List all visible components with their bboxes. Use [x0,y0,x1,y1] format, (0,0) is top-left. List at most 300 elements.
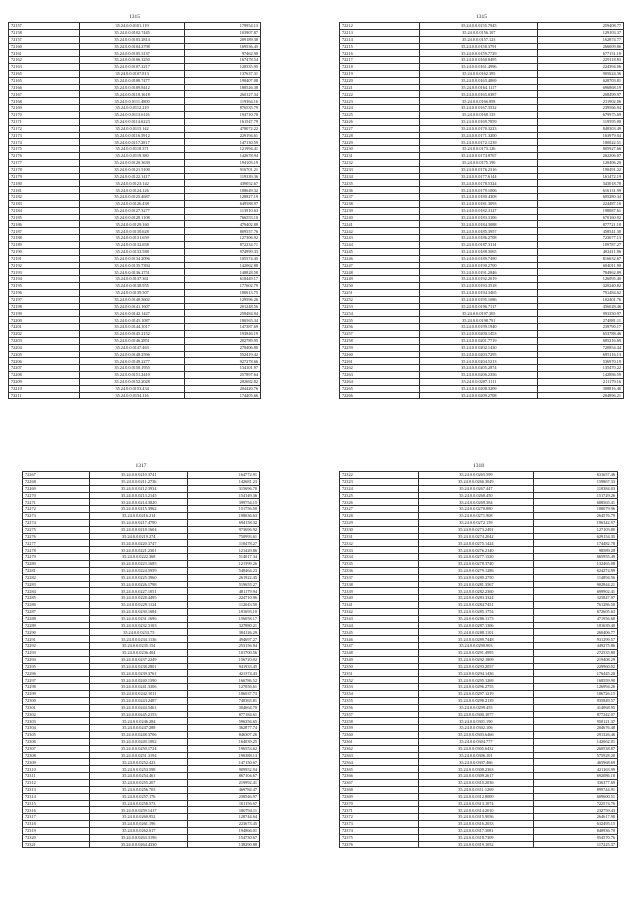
cadastral-number: 35.24.0.0.0171.3200 [420,132,538,139]
cadastral-number: 35.24.0.0.0314.2010 [418,807,534,814]
value-cell: 927278.66 [184,358,260,365]
cadastral-number: 35.24.0.0.0213.2145 [90,492,188,499]
value-cell: 514017.34 [188,554,260,561]
row-number: 72318 [23,821,90,828]
value-cell: 188649.32 [184,187,260,194]
row-number: 72170 [9,111,80,118]
cadastral-number: 35.24.0.0.0286.1173 [418,615,534,622]
value-cell: 239566.94 [538,105,624,112]
row-number: 72317 [23,814,90,821]
table-row [23,841,260,848]
value-cell: 325847.97 [534,595,618,602]
data-table [22,471,260,848]
row-number: 72334 [340,554,419,561]
table-row [9,180,261,187]
value-cell: 257897.64 [184,372,260,379]
value-cell: 264576.79 [534,513,618,520]
cadastral-number: 35.24.0.0.0230.1684 [90,608,188,615]
value-cell: 142886.59 [538,372,624,379]
row-number: 72251 [340,289,420,296]
row-number: 72259 [340,344,420,351]
value-cell: 950121.37 [534,718,618,725]
value-cell: 118384.03 [534,485,618,492]
row-number: 72172 [9,125,80,132]
table-row [340,718,618,725]
value-cell: 632495.15 [534,821,618,828]
value-cell: 362877.74 [188,725,260,732]
cadastral-number: 35.24.0.0.0196.7117 [420,303,538,310]
table-row [9,187,261,194]
table-row [340,125,624,132]
row-number: 72354 [340,691,419,698]
cadastral-number: 35.24.0.0.0113.6116 [80,111,185,118]
row-number: 72295 [23,663,90,670]
table-row [9,330,261,337]
table-row [340,779,618,786]
cadastral-number: 35.24.0.0.0204.5213 [420,358,538,365]
value-cell: 264617.90 [534,814,618,821]
row-number: 72336 [340,567,419,574]
row-number: 72165 [9,70,80,77]
table-row [9,64,261,71]
cadastral-number: 35.24.0.0.0190.2700 [420,262,538,269]
row-number: 72254 [340,310,420,317]
table-row [9,159,261,166]
cadastral-number: 35.24.0.0.0143.1087 [80,317,185,324]
table-row [340,684,618,691]
value-cell: 931299.57 [534,636,618,643]
cadastral-number: 35.24.0.0.0166.858 [420,98,538,105]
row-number: 72278 [23,547,90,554]
table-row [340,711,618,718]
value-cell: 198087.61 [538,207,624,214]
table-row [340,588,618,595]
cadastral-number: 35.24.0.0.0144.1017 [80,324,185,331]
cadastral-number: 35.24.0.0.0246.284 [90,718,188,725]
table-row [340,310,624,317]
table-row [9,84,261,91]
row-number: 72367 [340,779,419,786]
table-row [340,221,624,228]
value-cell: 196553.62 [188,745,260,752]
row-number: 72284 [23,588,90,595]
row-number: 72293 [23,649,90,656]
value-cell: 180613.75 [184,289,260,296]
row-number: 72215 [340,43,420,50]
page-title: 1317 [135,463,147,469]
table-row [340,111,624,118]
row-number: 72173 [9,132,80,139]
row-number: 72282 [23,574,90,581]
value-cell: 113910.63 [184,207,260,214]
row-number: 72220 [340,77,420,84]
table-row [340,472,618,479]
table-row [23,814,260,821]
row-number: 72372 [340,814,419,821]
value-cell: 609600.51 [534,793,618,800]
row-number: 72279 [23,554,90,561]
table-row [23,807,260,814]
table-row [9,372,261,379]
table-row [23,670,260,677]
row-number: 72226 [340,118,420,125]
value-cell: 867104.67 [188,773,260,780]
cadastral-number: 35.24.0.0.0103.2814 [80,36,185,43]
table-row [9,378,261,385]
table-row [340,283,624,290]
table-row [340,492,618,499]
row-number: 72290 [23,629,90,636]
row-number: 72260 [340,351,420,358]
table-row [23,595,260,602]
table-row [340,235,624,242]
value-cell: 102401.76 [538,296,624,303]
value-cell: 629154.35 [534,533,618,540]
value-cell: 899744.91 [534,786,618,793]
table-row [23,827,260,834]
row-number: 72270 [23,492,90,499]
table-row [9,91,261,98]
row-number: 72249 [340,276,420,283]
value-cell: 677151.10 [538,50,624,57]
row-number: 72362 [340,745,419,752]
row-number: 72199 [9,310,80,317]
value-cell: 142062.88 [184,262,260,269]
row-number: 72344 [340,622,419,629]
table-row [23,766,260,773]
cadastral-number: 35.24.0.0.0264.4330 [90,841,188,848]
row-number: 72223 [340,98,420,105]
value-cell: 229960.02 [534,663,618,670]
table-row [23,608,260,615]
value-cell: 186565.34 [184,317,260,324]
value-cell: 156058.17 [188,615,260,622]
table-row [340,385,624,392]
cadastral-number: 35.24.0.0.0145.2152 [80,330,185,337]
value-cell: 274881.11 [538,317,624,324]
value-cell: 190491.22 [538,166,624,173]
row-number: 72175 [9,146,80,153]
value-cell: 809557.76 [184,228,260,235]
value-cell: 154730.67 [188,834,260,841]
value-cell: 402411.96 [538,248,624,255]
table-row [9,303,261,310]
value-cell: 198636.63 [188,513,260,520]
table-row [23,656,260,663]
cadastral-number: 35.24.0.0.0132.658 [80,242,185,249]
value-cell: 174482.78 [534,540,618,547]
row-number: 72158 [9,29,80,36]
row-number: 72193 [9,269,80,276]
value-cell: 552419.42 [184,351,260,358]
row-number: 72275 [23,526,90,533]
row-number: 72201 [9,324,80,331]
table-row [9,296,261,303]
cadastral-number: 35.24.0.0.0149.2277 [80,358,185,365]
table-row [23,691,260,698]
value-cell: 723077.13 [538,235,624,242]
value-cell: 624274.99 [534,567,618,574]
table-row [9,166,261,173]
table-row [340,57,624,64]
value-cell: 129103.37 [538,29,624,36]
cadastral-number: 35.24.0.0.0222.368 [90,554,188,561]
value-cell: 631657.46 [534,472,618,479]
cadastral-number: 35.24.0.0.0174.8767 [420,153,538,160]
cadastral-number: 35.24.0.0.0248.3706 [90,732,188,739]
row-number: 72369 [340,793,419,800]
value-cell: 110478.27 [188,540,260,547]
value-cell: 761286.50 [534,602,618,609]
value-cell: 229118.83 [538,57,624,64]
table-row [23,684,260,691]
row-number: 72307 [23,745,90,752]
table-row [23,629,260,636]
value-cell: 168559.90 [534,677,618,684]
value-cell: 679975.69 [538,111,624,118]
cadastral-number: 35.24.0.0.0288.1101 [418,629,534,636]
table-row [9,317,261,324]
row-number: 72157 [9,36,80,43]
table-row [23,602,260,609]
value-cell: 458541.30 [538,228,624,235]
table-row [340,547,618,554]
row-number: 72373 [340,821,419,828]
value-cell: 519655.27 [188,581,260,588]
row-number: 72356 [340,704,419,711]
row-number: 72294 [23,656,90,663]
table-row [23,697,260,704]
row-number: 72157 [9,23,80,30]
cadastral-number: 35.24.0.0.0307.466 [418,759,534,766]
value-cell: 156720.02 [188,656,260,663]
table-row [23,472,260,479]
row-number: 72348 [340,649,419,656]
row-number: 72303 [23,718,90,725]
cadastral-number: 35.24.0.0.0267.447 [418,485,534,492]
cadastral-number: 35.24.0.0.0216.214 [90,513,188,520]
value-cell: 204896.21 [538,392,624,399]
row-number: 72328 [340,513,419,520]
row-number: 72261 [340,358,420,365]
table-row [340,821,618,828]
row-number: 72368 [340,786,419,793]
row-number: 72248 [340,269,420,276]
table-row [9,214,261,221]
value-cell: 164772.91 [188,472,260,479]
value-cell: 399754.15 [188,499,260,506]
value-cell: 262206.07 [538,153,624,160]
value-cell: 695116.13 [538,351,624,358]
table-row [340,372,624,379]
table-row [9,344,261,351]
table-row [9,324,261,331]
value-cell: 151729.26 [534,492,618,499]
value-cell: 219408.29 [534,656,618,663]
value-cell: 181693.10 [188,608,260,615]
table-row [340,36,624,43]
table-row [340,841,618,848]
table-row [340,759,618,766]
cadastral-number: 35.24.0.0.0211.2736 [90,478,188,485]
value-cell: 877184.61 [188,711,260,718]
value-cell: 848303.49 [538,125,624,132]
row-number: 72171 [9,118,80,125]
row-number: 72289 [23,622,90,629]
table-row [340,554,618,561]
row-number: 72252 [340,296,420,303]
cadastral-number: 35.24.0.0.0167.3532 [420,105,538,112]
value-cell: 336377.69 [534,779,618,786]
row-number: 72182 [9,194,80,201]
table-row [340,602,618,609]
value-cell: 816632.67 [538,255,624,262]
row-number: 72197 [9,296,80,303]
cadastral-number: 35.24.0.0.0161.4996 [420,64,538,71]
table-row [340,180,624,187]
row-number: 72237 [340,194,420,201]
table-row [340,242,624,249]
value-cell: 127306.92 [184,235,260,242]
cadastral-number: 35.24.0.0.0290.903 [418,643,534,650]
cadastral-number: 35.24.0.0.0308.2363 [418,766,534,773]
document-page-3 [22,463,260,899]
cadastral-number: 35.24.0.0.0186.2708 [420,235,538,242]
row-number: 72364 [340,759,419,766]
value-cell: 132465.08 [534,560,618,567]
row-number: 72235 [340,180,420,187]
cadastral-number: 35.24.0.0.0279.1286 [418,567,534,574]
value-cell: 260406.77 [534,629,618,636]
table-row [9,29,261,36]
cadastral-number: 35.24.0.0.0229.1124 [90,602,188,609]
table-row [340,200,624,207]
row-number: 72230 [340,146,420,153]
value-cell: 672605.63 [534,608,618,615]
table-row [340,153,624,160]
value-cell: 128827.19 [184,194,260,201]
table-row [23,533,260,540]
cadastral-number: 35.24.0.0.0244.5461 [90,704,188,711]
cadastral-number: 35.24.0.0.0266.3049 [418,478,534,485]
table-row [9,36,261,43]
table-row [340,691,618,698]
table-row [23,649,260,656]
value-cell: 121994.41 [184,146,260,153]
cadastral-number: 35.24.0.0.0146.2851 [80,337,185,344]
table-row [340,194,624,201]
cadastral-number: 35.24.0.0.0173.126 [420,146,538,153]
table-row [23,834,260,841]
table-row [340,166,624,173]
value-cell: 974999.33 [184,248,260,255]
value-cell: 117225.37 [534,841,618,848]
row-number: 72288 [23,615,90,622]
table-row [340,745,618,752]
cadastral-number: 35.24.0.0.0233.75 [90,629,188,636]
row-number: 72229 [340,139,420,146]
row-number: 72280 [23,560,90,567]
row-number: 72204 [9,344,80,351]
value-cell: 202682.82 [184,378,260,385]
value-cell: 439052.67 [184,180,260,187]
cadastral-number: 35.24.0.0.0224.5959 [90,567,188,574]
value-cell: 109787.27 [538,242,624,249]
table-row [340,255,624,262]
value-cell: 616131.99 [538,187,624,194]
cadastral-number: 35.24.0.0.0270.880 [418,506,534,513]
row-number: 72246 [340,255,420,262]
value-cell: 935849.57 [534,697,618,704]
value-cell: 161547.79 [184,118,260,125]
value-cell: 193846.19 [184,330,260,337]
cadastral-number: 35.24.0.0.0208.3209 [420,385,538,392]
row-number: 72165 [9,77,80,84]
row-number: 72266 [340,392,420,399]
cadastral-number: 35.24.0.0.0210.3741 [90,472,188,479]
cadastral-number: 35.24.0.0.0199.1940 [420,324,538,331]
row-number: 72333 [340,547,419,554]
value-cell: 126994.26 [534,684,618,691]
row-number: 72287 [23,608,90,615]
value-cell: 151756.50 [188,506,260,513]
table-row [340,84,624,91]
table-row [23,622,260,629]
row-number: 72174 [9,139,80,146]
value-cell: 278406.80 [184,344,260,351]
value-cell: 478072.22 [184,125,260,132]
row-number: 72366 [340,773,419,780]
value-cell: 129596.26 [184,296,260,303]
cadastral-number: 35.24.0.0.0252.423 [90,759,188,766]
cadastral-number: 35.24.0.0.0259.1417 [90,807,188,814]
row-number: 72245 [340,248,420,255]
row-number: 72297 [23,677,90,684]
table-row [340,324,624,331]
row-number: 72191 [9,255,80,262]
cadastral-number: 35.24.0.0.0221.2301 [90,547,188,554]
cadastral-number: 35.24.0.0.0234.1136 [90,636,188,643]
table-row [340,337,624,344]
table-row [340,643,618,650]
row-number: 72207 [9,365,80,372]
value-cell: 112043.58 [188,602,260,609]
value-cell: 204420.76 [184,385,260,392]
cadastral-number: 35.24.0.0.0304.777 [418,738,534,745]
row-number: 72277 [23,540,90,547]
row-number: 72346 [340,636,419,643]
table-row [340,344,624,351]
row-number: 72349 [340,656,419,663]
value-cell: 232759.43 [534,807,618,814]
document-page-2 [339,14,624,444]
row-number: 72311 [23,773,90,780]
table-row [340,365,624,372]
cadastral-number: 35.24.0.0.0236.404 [90,649,188,656]
value-cell: 154149.36 [188,492,260,499]
row-number: 72250 [340,283,420,290]
cadastral-number: 35.24.0.0.0241.3306 [90,684,188,691]
cadastral-number: 35.24.0.0.0182.3127 [420,207,538,214]
table-row [340,485,618,492]
row-number: 72351 [340,670,419,677]
value-cell: 219992.41 [188,779,260,786]
value-cell: 128744.64 [188,814,260,821]
table-row [23,779,260,786]
cadastral-number: 35.24.0.0.0136.2751 [80,269,185,276]
cadastral-number: 35.24.0.0.0205.2874 [420,365,538,372]
value-cell: 135470.22 [538,365,624,372]
